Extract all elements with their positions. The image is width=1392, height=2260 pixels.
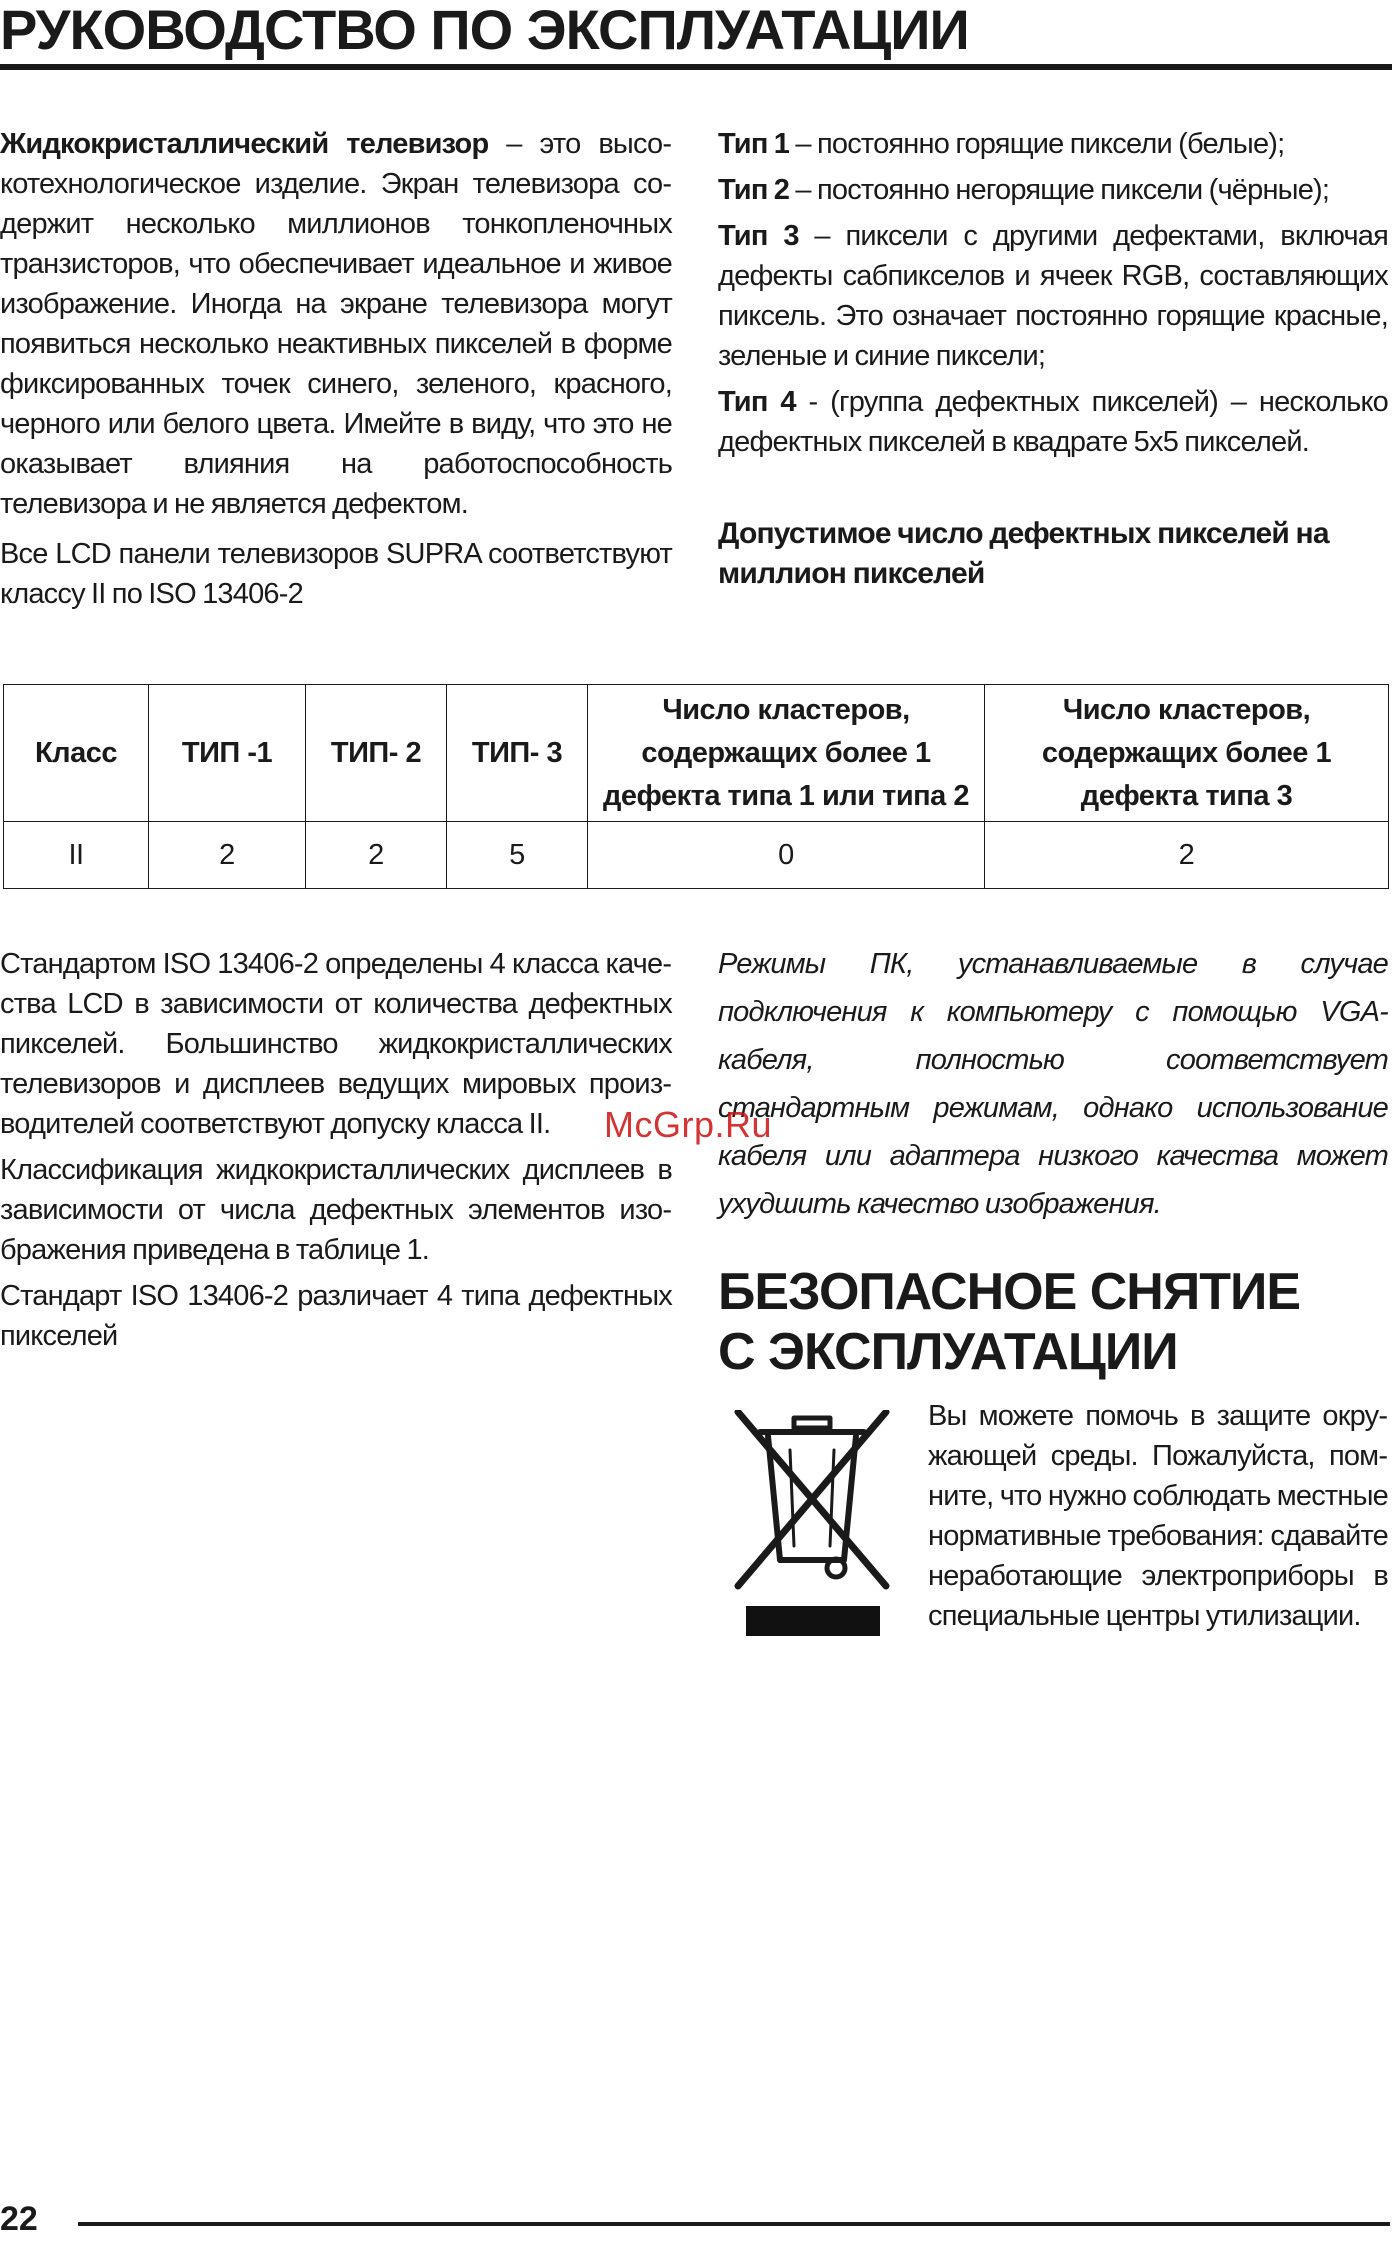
table-cell: II — [4, 822, 149, 889]
table-header-row — [4, 685, 1389, 822]
pc-modes-column — [718, 940, 1388, 1234]
iso-column — [0, 944, 672, 1362]
defect-types-column — [718, 124, 1388, 600]
intro-body: – это высокотехнологическое изделие. Экран телевизора содержит несколько миллионов тонкопленочных транзисторов, что обеспечивает идеальное и живое изображение. Иногда на экране телевизора могут появиться несколько неактивных пикселей в форме фиксированных точек синего, зеленого, красного, черного или белого цвета. Имейте в виду, что это не оказывает влияния на работоспособность телевизора и не является дефектом. — [0, 128, 672, 520]
types-paragraph: Стандарт ISO 13406-2 различает 4 типа дефектных пикселей — [0, 1280, 672, 1352]
type-1-item — [718, 124, 1388, 164]
pc-modes-note: Режимы ПК, устанавливаемые в случае подключения к компьютеру с помощью VGA-кабеля, полностью соответствует стандартным режимам, однако использование кабеля или адаптера низкого качества может ухудшить качество изображения. — [718, 948, 1388, 1220]
table-header-cell: ТИП -1 — [149, 685, 306, 822]
page-number: 22 — [0, 2200, 38, 2238]
disposal-title-line-1: БЕЗОПАСНОЕ СНЯТИЕ — [718, 1263, 1301, 1321]
type-4-item — [718, 382, 1388, 462]
type-2-item — [718, 170, 1388, 210]
table-cell: 2 — [306, 822, 447, 889]
disposal-title-line-2: С ЭКСПЛУАТАЦИИ — [718, 1323, 1178, 1381]
type-2-text: – постоянно негорящие пиксели (чёрные); — [789, 174, 1330, 206]
type-3-text: – пиксели с другими дефектами, включая дефекты сабпикселов и ячеек RGB, составляющих пиксель. Это означает постоянно горящие красные, зеленые и синие пиксели; — [718, 220, 1389, 372]
table-header-cell: Число кластеров, содержащих более 1 дефекта типа 1 или типа 2 — [588, 685, 985, 822]
table-cell: 2 — [149, 822, 306, 889]
type-4-label: Тип 4 — [718, 386, 796, 418]
table-header-cell: Число кластеров, содержащих более 1 дефекта типа 3 — [985, 685, 1389, 822]
table-row — [4, 822, 1389, 889]
classification-paragraph: Классификация жидкокристаллических дисплеев в зависимости от числа дефектных элементов изображения приведена в таблице 1. — [0, 1154, 672, 1266]
table-cell: 5 — [447, 822, 588, 889]
table-header-cell: ТИП- 3 — [447, 685, 588, 822]
type-2-label: Тип 2 — [718, 174, 790, 206]
defect-table — [3, 684, 1389, 889]
page-title: РУКОВОДСТВО ПО ЭКСПЛУАТАЦИИ — [0, 0, 969, 60]
supra-paragraph: Все LCD панели телевизоров SUPRA соответствуют классу II по ISO 13406-2 — [0, 538, 672, 610]
disposal-title — [718, 1262, 1378, 1382]
type-1-text: – постоянно горящие пиксели (белые); — [789, 128, 1285, 160]
intro-column — [0, 124, 672, 620]
title-divider — [0, 64, 1392, 70]
watermark: McGrp.Ru — [604, 1104, 773, 1145]
iso-paragraph: Стандартом ISO 13406-2 определены 4 класса качества LCD в зависимости от количества дефектных пикселей. Большинство жидкокристаллических телевизоров и дисплеев ведущих мировых производителей соответствуют допуску класса II. — [0, 948, 672, 1140]
allowed-defects-heading: Допустимое число дефектных пикселей на миллион пикселей — [718, 517, 1329, 590]
disposal-text-column — [928, 1396, 1388, 1642]
table-cell: 0 — [588, 822, 985, 889]
type-3-item — [718, 216, 1388, 376]
footer-divider — [78, 2222, 1390, 2226]
intro-term: Жидкокристаллический телевизор — [0, 128, 489, 160]
type-1-label: Тип 1 — [718, 128, 790, 160]
table-cell: 2 — [985, 822, 1389, 889]
disposal-text: Вы можете помочь в защите окружающей среды. Пожалуйста, помните, что нужно соблюдать местные нормативные требования: сдавайте неработающие электроприборы в специальные центры утилизации. — [928, 1400, 1388, 1632]
type-3-label: Тип 3 — [718, 220, 799, 252]
type-4-text: - (группа дефектных пикселей) – несколько дефектных пикселей в квадрате 5х5 пикселей. — [718, 386, 1389, 458]
table-header-cell: Класс — [4, 685, 149, 822]
crossed-out-wheelie-bin-icon — [732, 1410, 892, 1640]
table-header-cell: ТИП- 2 — [306, 685, 447, 822]
intro-paragraph — [0, 124, 672, 524]
